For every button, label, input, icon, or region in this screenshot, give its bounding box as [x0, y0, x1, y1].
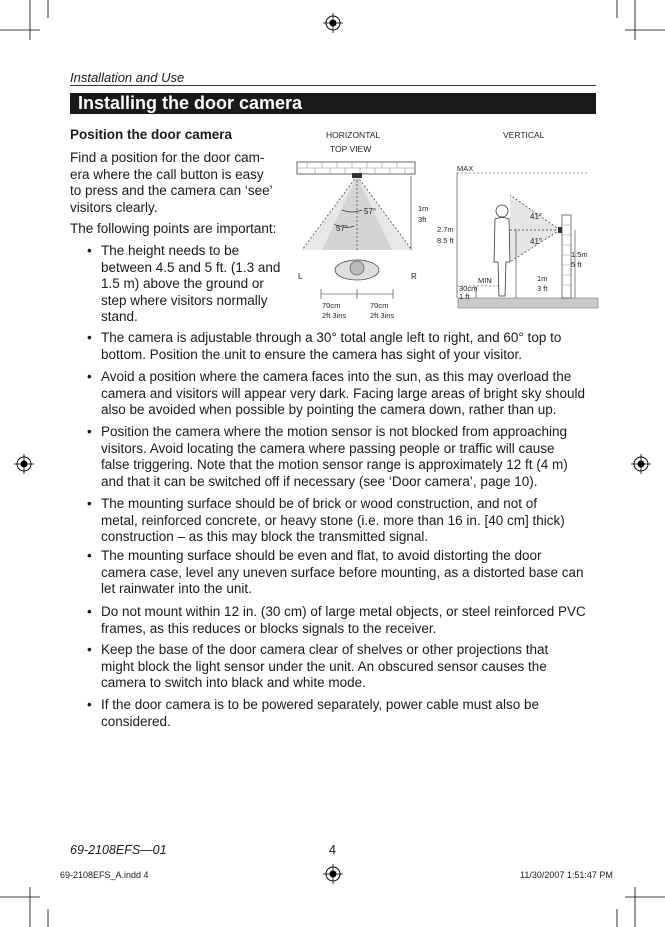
text-line: The mounting surface should be of brick or wood construction, and not of	[101, 496, 538, 511]
text-line: frames, as this reduces or blocks signals to the receiver.	[101, 620, 437, 636]
width-left-ft: 2ft 3ins	[322, 311, 347, 320]
list-item	[87, 548, 597, 598]
text-line: Do not mount within 12 in. (30 cm) of large metal objects, or steel reinforced PVC	[101, 604, 586, 619]
text-line: Find a position for the door cam-	[70, 150, 265, 165]
registration-mark-icon	[323, 13, 343, 33]
height-max-ft: 8.5 ft	[437, 236, 454, 245]
list-item	[87, 496, 597, 546]
height-max-m: 2.7m	[437, 225, 454, 234]
text-line: Avoid a position where the camera faces into the sun, as this may overload the	[101, 369, 572, 384]
horizontal-label: HORIZONTAL	[326, 130, 381, 140]
visitor-figure	[494, 205, 510, 296]
text-line: between 4.5 and 5 ft. (1.3 and	[101, 259, 281, 275]
bullet-dot: •	[87, 697, 92, 712]
registration-mark-icon	[323, 864, 343, 884]
registration-mark-icon	[631, 454, 651, 474]
bullet-dot: •	[87, 369, 92, 384]
text-line: let rainwater into the unit.	[101, 581, 252, 596]
slug-filename: 69-2108EFS_A.indd 4	[60, 870, 149, 880]
text-line: and that it can be switched off if necessary (see ‘Door camera’, page 10).	[101, 473, 538, 489]
angle-57-lower: 57°	[336, 224, 349, 233]
page-title: Installing the door camera	[78, 93, 303, 113]
bullet-dot: •	[87, 496, 92, 511]
mount-height-m: 1.5m	[571, 250, 588, 259]
doc-code: 69-2108EFS—01	[70, 843, 167, 857]
angle-41-lower: 41°	[530, 237, 543, 246]
distance-1m: 1m	[418, 204, 429, 213]
text-line: Keep the base of the door camera clear of shelves or other projections that	[101, 642, 549, 657]
list-item	[87, 424, 597, 490]
ground	[458, 298, 598, 308]
bullet-dot: •	[87, 424, 92, 439]
top-view-label: TOP VIEW	[330, 144, 372, 154]
text-line: The mounting surface should be even and flat, to avoid distorting the door	[101, 548, 542, 563]
slug-timestamp: 11/30/2007 1:51:47 PM	[520, 870, 613, 880]
list-item	[87, 604, 597, 637]
camera-side	[558, 227, 562, 233]
min-label: MIN	[478, 276, 492, 285]
camera-position-diagram	[290, 120, 605, 325]
text-line: The height needs to be	[101, 243, 240, 258]
width-left-cm: 70cm	[322, 301, 341, 310]
text-line: visitors clearly.	[70, 199, 158, 215]
text-line: construction – as this may block the transmitted signal.	[101, 529, 429, 544]
subheading: Position the door camera	[70, 127, 233, 142]
header-rule	[70, 85, 596, 86]
right-label: R	[411, 272, 417, 281]
page-number: 4	[329, 843, 336, 857]
vertical-label: VERTICAL	[503, 130, 545, 140]
distance-3ft: 3ft	[418, 215, 427, 224]
list-item	[87, 243, 302, 327]
wall-side	[562, 215, 571, 298]
text-line: metal, reinforced concrete, or heavy stone (i.e. more than 16 in. [40 cm] thick)	[101, 512, 565, 528]
bullet-dot: •	[87, 604, 92, 619]
angle-41-upper: 41°	[530, 212, 543, 221]
width-right-ft: 2ft 3ins	[370, 311, 395, 320]
text-line: visitors. Avoid locating the camera where passing people or traffic will cause	[101, 440, 555, 456]
bullet-dot: •	[87, 330, 92, 345]
list-item	[87, 330, 597, 363]
text-line: If the door camera is to be powered separately, power cable must also be	[101, 697, 539, 712]
list-item	[87, 369, 597, 419]
text-line: stand.	[101, 309, 138, 324]
distance-side-ft: 3 ft	[537, 284, 548, 293]
left-label: L	[298, 272, 303, 281]
text-line: false triggering. Note that the motion sensor range is approximately 12 ft (4 m)	[101, 457, 568, 472]
text-line: Position the camera where the motion sensor is not blocked from approaching	[101, 424, 568, 439]
list-item	[87, 697, 597, 730]
text-line: step where visitors normally	[101, 292, 268, 308]
distance-side-m: 1m	[537, 274, 548, 283]
mount-height-ft: 5 ft	[571, 260, 582, 269]
registration-mark-icon	[14, 454, 34, 474]
points-intro: The following points are important:	[70, 221, 277, 236]
text-line: also be avoided when possible by pointing the camera down, rather than up.	[101, 402, 557, 417]
text-line: considered.	[101, 713, 171, 729]
text-line: 1.5 m) above the ground or	[101, 276, 264, 291]
max-label: MAX	[457, 164, 474, 173]
intro-paragraph	[70, 150, 273, 216]
text-line: camera case, level any uneven surface before mounting, as a distorted base can	[101, 564, 584, 580]
text-line: bottom. Position the unit to ensure the camera has sight of your visitor.	[101, 346, 522, 362]
text-line: camera to switch into black and white mode.	[101, 675, 366, 690]
angle-57-upper: 57°	[364, 207, 377, 216]
list-item	[87, 642, 597, 692]
camera-unit	[352, 173, 362, 178]
text-line: The camera is adjustable through a 30° total angle left to right, and 60° top to	[101, 330, 562, 345]
text-line: to press and the camera can ‘see’	[70, 183, 273, 198]
width-right-cm: 70cm	[370, 301, 389, 310]
bullet-dot: •	[87, 642, 92, 657]
bullet-dot: •	[87, 548, 92, 563]
text-line: era where the call button is easy	[70, 166, 264, 182]
bullet-dot: •	[87, 243, 92, 258]
section-header: Installation and Use	[70, 70, 185, 85]
min-height-ft: 1 ft	[459, 292, 470, 301]
min-height-cm: 30cm	[459, 284, 478, 293]
text-line: might block the light sensor under the unit. An obscured sensor causes the	[101, 658, 547, 674]
text-line: camera and visitors will appear very dark. Facing large areas of bright sky should	[101, 385, 585, 401]
